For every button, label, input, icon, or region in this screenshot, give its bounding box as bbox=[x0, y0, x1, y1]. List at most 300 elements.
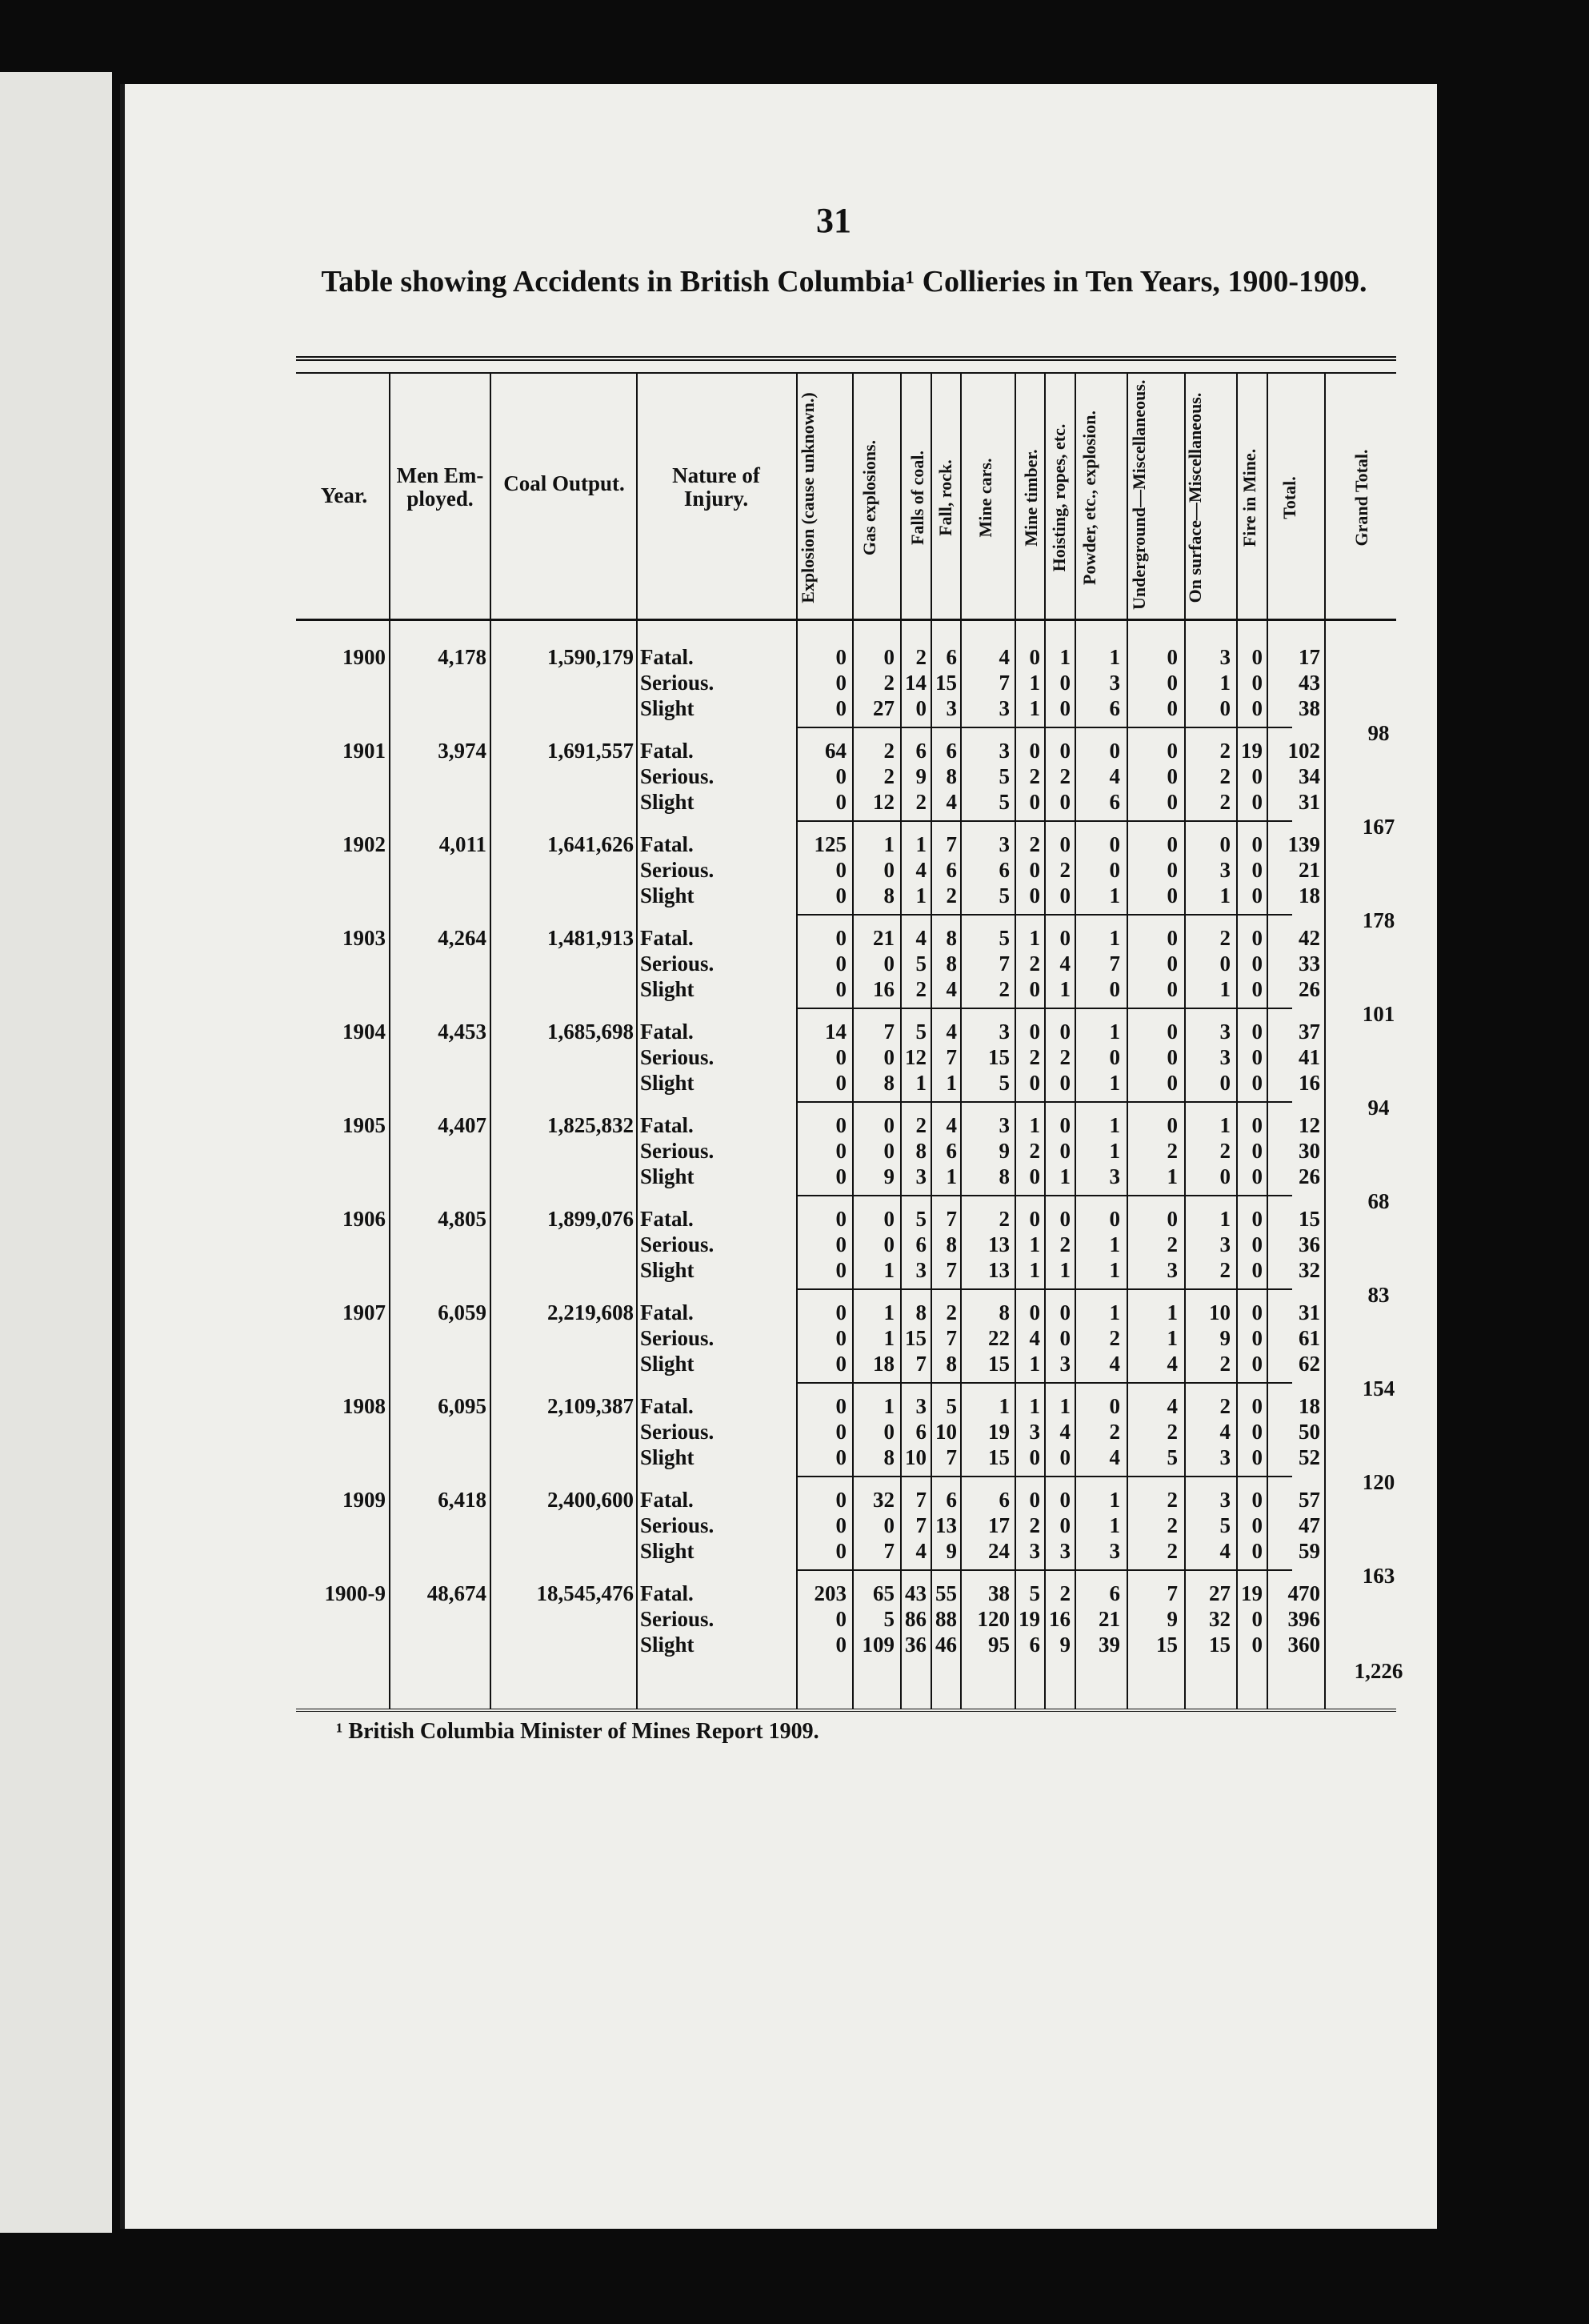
table-cell: 0 bbox=[1251, 696, 1263, 720]
table-cell: 3 bbox=[999, 696, 1010, 720]
table-cell: 1 bbox=[883, 832, 895, 856]
table-cell: 3 bbox=[946, 696, 957, 720]
table-cell: 0 bbox=[1167, 926, 1178, 950]
men-employed-cell: 4,178 bbox=[438, 645, 486, 669]
table-cell: 3 bbox=[1029, 1539, 1040, 1563]
table-cell: 0 bbox=[1109, 1045, 1120, 1069]
injury-label-fatal: Fatal. bbox=[640, 1581, 694, 1605]
table-cell: 0 bbox=[1167, 790, 1178, 814]
table-cell: 2 bbox=[1059, 1581, 1071, 1605]
table-cell: 0 bbox=[1251, 1207, 1263, 1231]
table-cell: 139 bbox=[1287, 832, 1320, 856]
table-cell: 0 bbox=[1109, 832, 1120, 856]
table-cell: 0 bbox=[1251, 926, 1263, 950]
grand-total-cell: 120 bbox=[1362, 1470, 1395, 1494]
table-cell: 203 bbox=[814, 1581, 847, 1605]
table-cell: 8 bbox=[946, 764, 957, 788]
table-cell: 7 bbox=[946, 1045, 957, 1069]
bottom-double-rule bbox=[296, 1709, 1396, 1714]
table-cell: 8 bbox=[915, 1139, 927, 1163]
grand-total-cell: 68 bbox=[1367, 1189, 1390, 1213]
header-men-employed: Men Em- ployed. bbox=[396, 463, 484, 511]
table-cell: 5 bbox=[1219, 1513, 1231, 1537]
table-cell: 2 bbox=[999, 1207, 1010, 1231]
table-cell: 0 bbox=[835, 1071, 847, 1095]
table-cell: 1 bbox=[1029, 1232, 1040, 1256]
table-cell: 36 bbox=[1299, 1232, 1320, 1256]
men-employed-cell: 6,095 bbox=[438, 1394, 486, 1418]
table-cell: 1 bbox=[883, 1300, 895, 1324]
table-cell: 0 bbox=[1029, 977, 1040, 1001]
table-cell: 1 bbox=[1219, 1207, 1231, 1231]
table-cell: 4 bbox=[1167, 1352, 1178, 1376]
table-cell: 5 bbox=[999, 926, 1010, 950]
table-cell: 3 bbox=[1059, 1539, 1071, 1563]
table-cell: 6 bbox=[1029, 1633, 1040, 1657]
table-cell: 7 bbox=[1109, 952, 1120, 976]
table-cell: 0 bbox=[1167, 1113, 1178, 1137]
col-line bbox=[636, 374, 638, 1709]
coal-output-cell: 1,691,557 bbox=[547, 739, 634, 763]
table-cell: 6 bbox=[915, 1420, 927, 1444]
table-cell: 1 bbox=[1029, 1352, 1040, 1376]
table-cell: 109 bbox=[862, 1633, 895, 1657]
injury-label-fatal: Fatal. bbox=[640, 739, 694, 763]
table-cell: 13 bbox=[988, 1232, 1010, 1256]
table-cell: 7 bbox=[999, 671, 1010, 695]
table-cell: 0 bbox=[1251, 1164, 1263, 1188]
table-cell: 61 bbox=[1299, 1326, 1320, 1350]
table-cell: 0 bbox=[835, 790, 847, 814]
table-cell: 0 bbox=[1167, 671, 1178, 695]
table-cell: 0 bbox=[835, 645, 847, 669]
table-cell: 2 bbox=[1219, 926, 1231, 950]
table-cell: 4 bbox=[1219, 1539, 1231, 1563]
table-cell: 2 bbox=[1029, 1139, 1040, 1163]
table-cell: 12 bbox=[905, 1045, 927, 1069]
table-cell: 2 bbox=[1219, 1139, 1231, 1163]
table-cell: 1 bbox=[1109, 645, 1120, 669]
table-cell: 4 bbox=[915, 926, 927, 950]
coal-output-cell: 2,219,608 bbox=[547, 1300, 634, 1324]
table-cell: 0 bbox=[1059, 884, 1071, 908]
adjacent-page-strip bbox=[0, 72, 112, 2233]
table-cell: 55 bbox=[935, 1581, 957, 1605]
table-cell: 1 bbox=[883, 1258, 895, 1282]
table-cell: 6 bbox=[915, 739, 927, 763]
table-cell: 1 bbox=[1109, 1071, 1120, 1095]
table-cell: 1 bbox=[1059, 1258, 1071, 1282]
table-cell: 18 bbox=[1299, 1394, 1320, 1418]
table-cell: 0 bbox=[835, 1232, 847, 1256]
table-cell: 6 bbox=[946, 645, 957, 669]
table-cell: 2 bbox=[1109, 1420, 1120, 1444]
table-cell: 21 bbox=[1299, 858, 1320, 882]
table-cell: 9 bbox=[1219, 1326, 1231, 1350]
header-underground-misc: Underground—Miscellaneous. bbox=[1129, 379, 1149, 610]
table-cell: 32 bbox=[1209, 1607, 1231, 1631]
top-rule bbox=[296, 372, 1396, 374]
table-cell: 27 bbox=[1209, 1581, 1231, 1605]
table-cell: 0 bbox=[1167, 952, 1178, 976]
injury-label-fatal: Fatal. bbox=[640, 1394, 694, 1418]
table-cell: 1 bbox=[1109, 1139, 1120, 1163]
table-cell: 0 bbox=[1251, 1326, 1263, 1350]
men-employed-cell: 6,418 bbox=[438, 1488, 486, 1512]
table-cell: 0 bbox=[915, 696, 927, 720]
table-cell: 2 bbox=[1167, 1232, 1178, 1256]
year-cell: 1903 bbox=[342, 926, 386, 950]
grand-total-cell: 1,226 bbox=[1354, 1659, 1403, 1683]
table-cell: 26 bbox=[1299, 977, 1320, 1001]
injury-label-slight: Slight bbox=[640, 1164, 694, 1188]
coal-output-cell: 1,641,626 bbox=[547, 832, 634, 856]
table-cell: 0 bbox=[1251, 1488, 1263, 1512]
men-employed-cell: 3,974 bbox=[438, 739, 486, 763]
table-cell: 1 bbox=[1109, 1232, 1120, 1256]
table-cell: 0 bbox=[883, 1420, 895, 1444]
table-cell: 0 bbox=[835, 1258, 847, 1282]
table-cell: 3 bbox=[1219, 645, 1231, 669]
injury-label-slight: Slight bbox=[640, 1445, 694, 1469]
table-cell: 1 bbox=[1167, 1164, 1178, 1188]
table-cell: 0 bbox=[1059, 832, 1071, 856]
table-cell: 8 bbox=[999, 1300, 1010, 1324]
table-cell: 0 bbox=[835, 1113, 847, 1137]
table-cell: 27 bbox=[873, 696, 895, 720]
year-cell: 1904 bbox=[342, 1020, 386, 1044]
table-cell: 2 bbox=[999, 977, 1010, 1001]
table-cell: 6 bbox=[999, 858, 1010, 882]
table-cell: 0 bbox=[1029, 1300, 1040, 1324]
table-cell: 1 bbox=[1109, 1488, 1120, 1512]
table-cell: 5 bbox=[999, 764, 1010, 788]
table-cell: 0 bbox=[1109, 739, 1120, 763]
table-cell: 2 bbox=[1219, 1394, 1231, 1418]
table-cell: 2 bbox=[1167, 1513, 1178, 1537]
table-cell: 1 bbox=[1109, 1513, 1120, 1537]
injury-label-fatal: Fatal. bbox=[640, 832, 694, 856]
table-cell: 24 bbox=[988, 1539, 1010, 1563]
table-cell: 7 bbox=[946, 832, 957, 856]
table-cell: 0 bbox=[1251, 1071, 1263, 1095]
injury-label-slight: Slight bbox=[640, 1539, 694, 1563]
table-cell: 4 bbox=[946, 1020, 957, 1044]
table-cell: 2 bbox=[1219, 1352, 1231, 1376]
table-cell: 0 bbox=[883, 1139, 895, 1163]
table-cell: 0 bbox=[835, 1326, 847, 1350]
table-cell: 1 bbox=[1029, 1394, 1040, 1418]
table-cell: 0 bbox=[1251, 1633, 1263, 1657]
table-cell: 57 bbox=[1299, 1488, 1320, 1512]
men-employed-cell: 4,407 bbox=[438, 1113, 486, 1137]
table-cell: 1 bbox=[946, 1071, 957, 1095]
table-cell: 0 bbox=[1029, 790, 1040, 814]
injury-label-fatal: Fatal. bbox=[640, 1113, 694, 1137]
grand-total-cell: 101 bbox=[1362, 1002, 1395, 1026]
injury-label-slight: Slight bbox=[640, 1258, 694, 1282]
injury-label-fatal: Fatal. bbox=[640, 1207, 694, 1231]
table-cell: 10 bbox=[935, 1420, 957, 1444]
table-cell: 2 bbox=[946, 1300, 957, 1324]
table-cell: 37 bbox=[1299, 1020, 1320, 1044]
table-cell: 0 bbox=[1029, 1164, 1040, 1188]
table-cell: 16 bbox=[1049, 1607, 1071, 1631]
table-cell: 6 bbox=[1109, 1581, 1120, 1605]
table-cell: 31 bbox=[1299, 790, 1320, 814]
table-cell: 8 bbox=[883, 884, 895, 908]
header-fire-in-mine: Fire in Mine. bbox=[1239, 448, 1259, 547]
table-cell: 21 bbox=[873, 926, 895, 950]
grand-total-cell: 167 bbox=[1362, 815, 1395, 839]
table-cell: 12 bbox=[1299, 1113, 1320, 1137]
table-cell: 0 bbox=[1059, 1207, 1071, 1231]
table-cell: 3 bbox=[915, 1164, 927, 1188]
table-cell: 2 bbox=[1059, 764, 1071, 788]
injury-label-serious: Serious. bbox=[640, 764, 714, 788]
coal-output-cell: 1,899,076 bbox=[547, 1207, 634, 1231]
coal-output-cell: 1,481,913 bbox=[547, 926, 634, 950]
table-cell: 120 bbox=[977, 1607, 1010, 1631]
table-cell: 7 bbox=[883, 1020, 895, 1044]
table-cell: 1 bbox=[1219, 977, 1231, 1001]
table-cell: 1 bbox=[1059, 1394, 1071, 1418]
group-divider bbox=[796, 1476, 1292, 1477]
table-cell: 0 bbox=[1029, 1488, 1040, 1512]
table-cell: 1 bbox=[1059, 645, 1071, 669]
year-cell: 1900-9 bbox=[324, 1581, 386, 1605]
table-cell: 0 bbox=[835, 671, 847, 695]
table-cell: 4 bbox=[1109, 1352, 1120, 1376]
table-cell: 4 bbox=[1059, 952, 1071, 976]
table-cell: 8 bbox=[999, 1164, 1010, 1188]
group-divider bbox=[796, 1569, 1292, 1571]
table-cell: 0 bbox=[835, 977, 847, 1001]
injury-label-slight: Slight bbox=[640, 696, 694, 720]
table-cell: 32 bbox=[1299, 1258, 1320, 1282]
table-cell: 360 bbox=[1287, 1633, 1320, 1657]
table-cell: 0 bbox=[835, 1045, 847, 1069]
table-cell: 1 bbox=[1167, 1326, 1178, 1350]
header-year: Year. bbox=[320, 483, 368, 507]
table-cell: 1 bbox=[1059, 977, 1071, 1001]
table-cell: 102 bbox=[1287, 739, 1320, 763]
table-cell: 0 bbox=[1029, 1020, 1040, 1044]
table-cell: 86 bbox=[905, 1607, 927, 1631]
table-cell: 4 bbox=[1219, 1420, 1231, 1444]
table-cell: 0 bbox=[1059, 1113, 1071, 1137]
table-cell: 2 bbox=[915, 790, 927, 814]
table-cell: 0 bbox=[883, 645, 895, 669]
table-cell: 10 bbox=[905, 1445, 927, 1469]
table-cell: 15 bbox=[905, 1326, 927, 1350]
table-cell: 1 bbox=[999, 1394, 1010, 1418]
page-number: 31 bbox=[816, 201, 851, 240]
table-cell: 1 bbox=[883, 1394, 895, 1418]
table-cell: 2 bbox=[1219, 764, 1231, 788]
table-cell: 17 bbox=[1299, 645, 1320, 669]
table-cell: 2 bbox=[915, 1113, 927, 1137]
table-cell: 2 bbox=[1219, 790, 1231, 814]
table-cell: 21 bbox=[1099, 1607, 1120, 1631]
table-cell: 7 bbox=[946, 1445, 957, 1469]
table-cell: 3 bbox=[915, 1394, 927, 1418]
table-cell: 0 bbox=[1059, 696, 1071, 720]
table-cell: 0 bbox=[883, 952, 895, 976]
coal-output-cell: 2,109,387 bbox=[547, 1394, 634, 1418]
table-cell: 19 bbox=[1241, 739, 1263, 763]
table-cell: 0 bbox=[1251, 858, 1263, 882]
injury-label-fatal: Fatal. bbox=[640, 1020, 694, 1044]
table-cell: 0 bbox=[1251, 832, 1263, 856]
table-cell: 0 bbox=[835, 1607, 847, 1631]
table-cell: 1 bbox=[1109, 1113, 1120, 1137]
table-cell: 4 bbox=[1167, 1394, 1178, 1418]
table-cell: 0 bbox=[835, 1394, 847, 1418]
table-cell: 15 bbox=[988, 1445, 1010, 1469]
table-cell: 16 bbox=[1299, 1071, 1320, 1095]
table-cell: 8 bbox=[883, 1445, 895, 1469]
injury-label-serious: Serious. bbox=[640, 858, 714, 882]
table-cell: 0 bbox=[1029, 1071, 1040, 1095]
table-cell: 5 bbox=[999, 1071, 1010, 1095]
table-cell: 6 bbox=[999, 1488, 1010, 1512]
table-cell: 9 bbox=[1167, 1607, 1178, 1631]
table-cell: 1 bbox=[1029, 671, 1040, 695]
injury-label-fatal: Fatal. bbox=[640, 926, 694, 950]
table-cell: 0 bbox=[1059, 1326, 1071, 1350]
table-cell: 7 bbox=[946, 1207, 957, 1231]
year-cell: 1902 bbox=[342, 832, 386, 856]
table-cell: 0 bbox=[883, 1045, 895, 1069]
table-cell: 0 bbox=[1251, 1445, 1263, 1469]
table-cell: 15 bbox=[1209, 1633, 1231, 1657]
table-cell: 0 bbox=[1251, 1352, 1263, 1376]
header-mine-cars: Mine cars. bbox=[975, 458, 995, 538]
table-cell: 0 bbox=[883, 1513, 895, 1537]
grand-total-cell: 94 bbox=[1367, 1096, 1390, 1120]
header-mine-timber: Mine timber. bbox=[1021, 449, 1041, 547]
coal-output-cell: 2,400,600 bbox=[547, 1488, 634, 1512]
table-cell: 19 bbox=[1019, 1607, 1040, 1631]
table-cell: 5 bbox=[915, 1207, 927, 1231]
table-cell: 19 bbox=[1241, 1581, 1263, 1605]
table-cell: 2 bbox=[1109, 1326, 1120, 1350]
table-cell: 31 bbox=[1299, 1300, 1320, 1324]
table-cell: 2 bbox=[1029, 1513, 1040, 1537]
men-employed-cell: 4,805 bbox=[438, 1207, 486, 1231]
table-cell: 0 bbox=[1167, 739, 1178, 763]
table-cell: 0 bbox=[835, 764, 847, 788]
table-cell: 3 bbox=[1219, 1232, 1231, 1256]
table-cell: 1 bbox=[1029, 696, 1040, 720]
table-cell: 0 bbox=[1251, 671, 1263, 695]
table-cell: 3 bbox=[999, 1020, 1010, 1044]
injury-label-fatal: Fatal. bbox=[640, 1300, 694, 1324]
table-cell: 0 bbox=[1219, 952, 1231, 976]
table-cell: 0 bbox=[1059, 739, 1071, 763]
table-cell: 0 bbox=[1059, 1300, 1071, 1324]
table-cell: 0 bbox=[1251, 1258, 1263, 1282]
table-cell: 0 bbox=[1059, 1488, 1071, 1512]
table-cell: 0 bbox=[835, 1139, 847, 1163]
table-cell: 8 bbox=[915, 1300, 927, 1324]
table-cell: 2 bbox=[946, 884, 957, 908]
table-cell: 6 bbox=[915, 1232, 927, 1256]
table-cell: 15 bbox=[935, 671, 957, 695]
table-cell: 5 bbox=[999, 884, 1010, 908]
table-cell: 0 bbox=[835, 858, 847, 882]
table-cell: 2 bbox=[1167, 1539, 1178, 1563]
table-cell: 8 bbox=[946, 1352, 957, 1376]
top-double-rule bbox=[296, 356, 1396, 364]
injury-label-serious: Serious. bbox=[640, 1232, 714, 1256]
table-cell: 4 bbox=[999, 645, 1010, 669]
table-cell: 0 bbox=[1251, 1420, 1263, 1444]
table-cell: 4 bbox=[1059, 1420, 1071, 1444]
table-cell: 1 bbox=[915, 832, 927, 856]
table-cell: 5 bbox=[915, 1020, 927, 1044]
table-cell: 17 bbox=[988, 1513, 1010, 1537]
table-cell: 0 bbox=[1167, 645, 1178, 669]
table-cell: 0 bbox=[1059, 671, 1071, 695]
table-cell: 1 bbox=[1109, 926, 1120, 950]
table-cell: 0 bbox=[1167, 832, 1178, 856]
table-cell: 15 bbox=[1299, 1207, 1320, 1231]
table-cell: 3 bbox=[1167, 1258, 1178, 1282]
table-cell: 4 bbox=[1109, 764, 1120, 788]
injury-label-serious: Serious. bbox=[640, 671, 714, 695]
table-cell: 62 bbox=[1299, 1352, 1320, 1376]
injury-label-serious: Serious. bbox=[640, 1420, 714, 1444]
table-cell: 1 bbox=[1219, 1113, 1231, 1137]
table-cell: 0 bbox=[1109, 858, 1120, 882]
table-cell: 5 bbox=[1029, 1581, 1040, 1605]
table-cell: 7 bbox=[999, 952, 1010, 976]
table-cell: 2 bbox=[1029, 832, 1040, 856]
table-cell: 3 bbox=[999, 832, 1010, 856]
table-cell: 0 bbox=[835, 696, 847, 720]
injury-label-slight: Slight bbox=[640, 790, 694, 814]
table-cell: 0 bbox=[1029, 1445, 1040, 1469]
table-cell: 0 bbox=[1029, 645, 1040, 669]
table-cell: 0 bbox=[1251, 1232, 1263, 1256]
table-cell: 3 bbox=[1219, 858, 1231, 882]
table-cell: 0 bbox=[835, 1420, 847, 1444]
coal-output-cell: 18,545,476 bbox=[536, 1581, 634, 1605]
table-cell: 0 bbox=[1251, 1513, 1263, 1537]
table-cell: 9 bbox=[915, 764, 927, 788]
injury-label-slight: Slight bbox=[640, 884, 694, 908]
table-cell: 30 bbox=[1299, 1139, 1320, 1163]
header-explosion-unknown: Explosion (cause unknown.) bbox=[798, 392, 818, 603]
table-cell: 0 bbox=[1167, 858, 1178, 882]
grand-total-cell: 163 bbox=[1362, 1564, 1395, 1588]
table-cell: 15 bbox=[988, 1352, 1010, 1376]
table-cell: 13 bbox=[935, 1513, 957, 1537]
table-cell: 0 bbox=[1029, 884, 1040, 908]
header-fall-rock: Fall, rock. bbox=[935, 459, 955, 536]
table-cell: 0 bbox=[1251, 1020, 1263, 1044]
table-cell: 2 bbox=[1029, 764, 1040, 788]
table-cell: 8 bbox=[946, 926, 957, 950]
table-cell: 1 bbox=[1167, 1300, 1178, 1324]
table-cell: 8 bbox=[946, 1232, 957, 1256]
table-cell: 2 bbox=[1029, 1045, 1040, 1069]
injury-label-slight: Slight bbox=[640, 1071, 694, 1095]
table-cell: 4 bbox=[1029, 1326, 1040, 1350]
table-cell: 1 bbox=[1059, 1164, 1071, 1188]
